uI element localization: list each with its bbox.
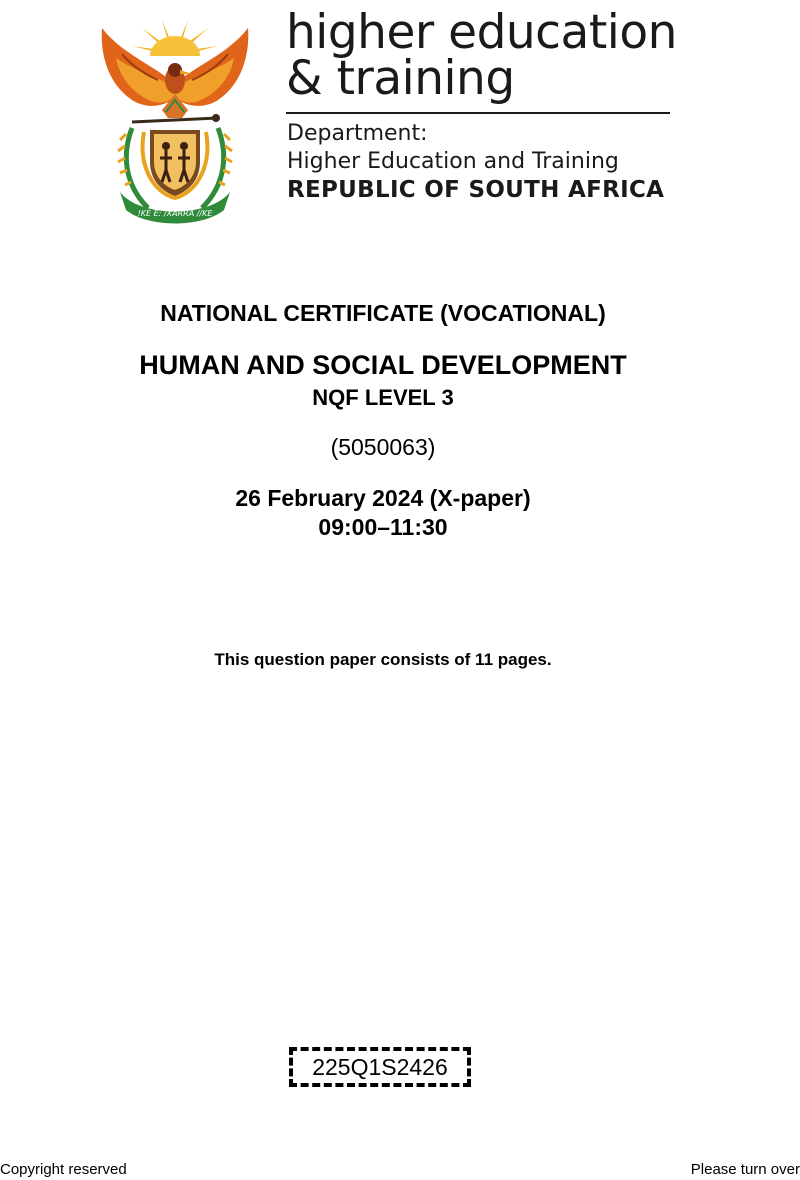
country-name: REPUBLIC OF SOUTH AFRICA [287,177,665,203]
paper-code: 225Q1S2426 [312,1053,448,1080]
paper-code-box [289,1047,471,1087]
brand-title [286,5,677,106]
exam-time: 09:00–11:30 [318,514,448,540]
department-name: Higher Education and Training [287,149,619,174]
exam-date: 26 February 2024 (X-paper) [235,485,531,511]
page-count-note: This question paper consists of 11 pages. [214,650,552,669]
nqf-level: NQF LEVEL 3 [312,385,454,410]
motto-text: !KE E: /XARRA //KE [137,209,213,218]
department-label: Department: [287,121,428,146]
certificate-title: NATIONAL CERTIFICATE (VOCATIONAL) [160,300,606,326]
exam-date-time [0,484,766,542]
brand-line-2: & training [286,51,515,106]
subject-code: (5050063) [330,434,436,460]
department-block [287,120,664,204]
brand-line-1: higher education [286,5,677,60]
subject-title: HUMAN AND SOCIAL DEVELOPMENT [139,350,627,380]
brand-divider [286,112,670,114]
rising-sun-icon [132,20,218,56]
coat-of-arms-icon [92,14,258,226]
footer-turn-over: Please turn over [690,1161,800,1178]
footer-copyright: Copyright reserved [0,1161,127,1178]
